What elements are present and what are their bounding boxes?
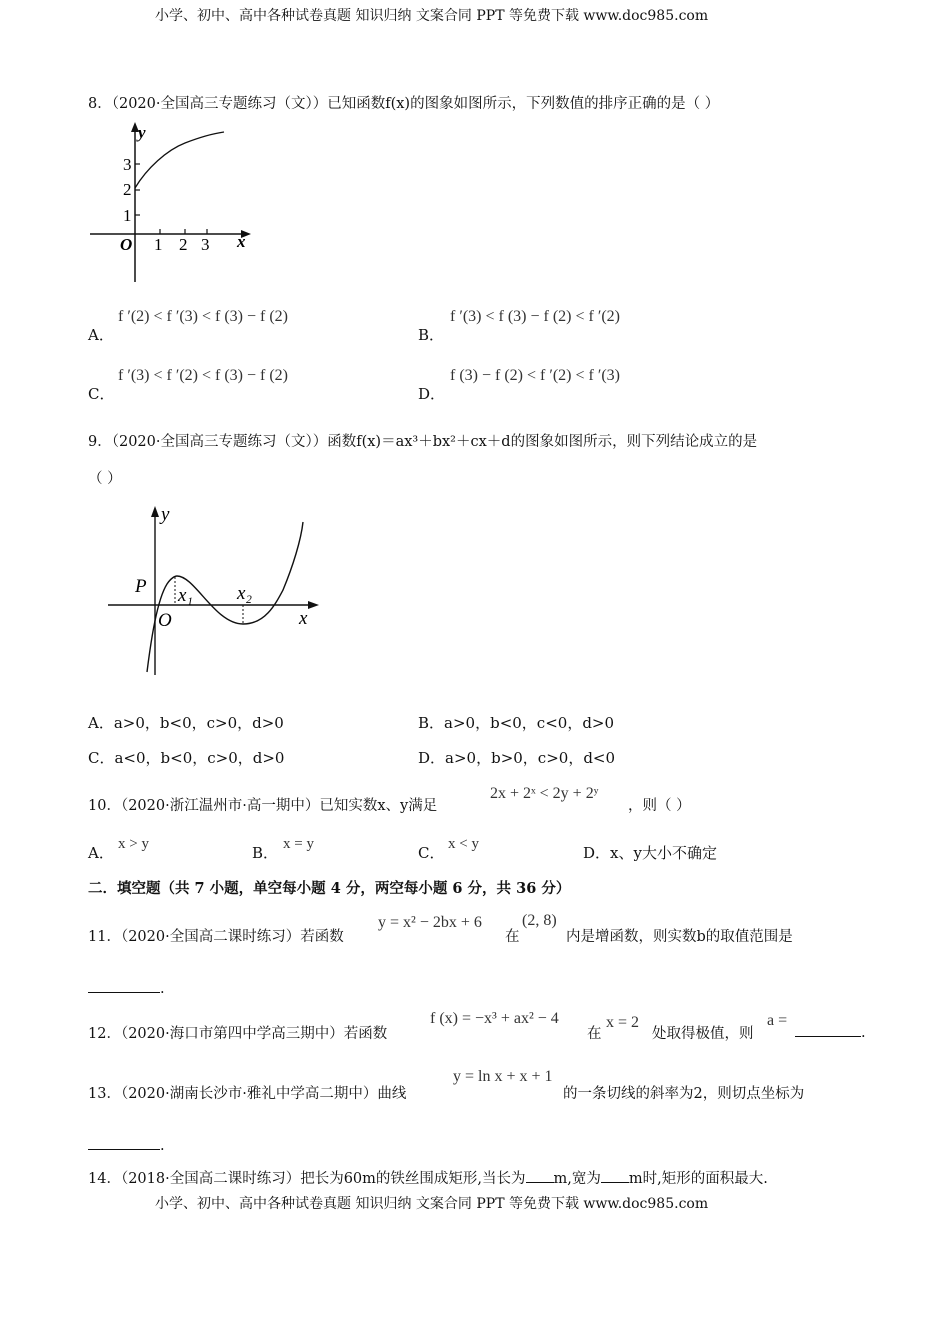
q9-x2-label: x₂	[237, 583, 253, 604]
q11-mid-text: 在	[505, 929, 520, 945]
q9-option-b: B．a>0，b<0，c<0，d>0	[418, 714, 615, 732]
question-12-text: 12．（2020·海口市第四中学高三期中）若函数	[88, 1026, 388, 1042]
question-10-paren: ，则（ ）	[628, 798, 691, 814]
q9-x-label: x	[299, 608, 308, 629]
question-9-graph	[105, 500, 325, 680]
question-10-text: 10．（2020·浙江温州市·高一期中）已知实数x、y满足	[88, 798, 438, 814]
q12-answer-blank: .	[795, 1022, 866, 1041]
q9-option-d: D．a>0，b>0，c>0，d<0	[418, 749, 616, 767]
q12-a-expr: a =	[767, 1012, 788, 1029]
section-2-title: 二．填空题（共 7 小题，单空每小题 4 分，两空每小题 6 分，共 36 分）	[88, 880, 571, 897]
q12-mid-text: 在	[587, 1026, 602, 1042]
q9-p-label: P	[135, 576, 147, 597]
q8-y-tick-1: 1	[123, 206, 132, 225]
q8-option-c-label: C．	[88, 385, 115, 403]
q12-after-text: 处取得极值，则	[652, 1026, 754, 1042]
q9-origin-label: O	[158, 610, 172, 631]
q11-after-text: 内是增函数，则实数b的取值范围是	[566, 929, 793, 945]
question-14-text: 14．（2018·全国高二课时练习）把长为60m的铁丝围成矩形,当长为 m,宽为 m时,矩形的面积最大.	[88, 1167, 768, 1188]
q8-y-tick-3: 3	[123, 155, 132, 174]
q8-option-a-label: A．	[88, 326, 114, 344]
q11-function-expr: y = x² − 2bx + 6	[378, 914, 482, 931]
q8-option-d-label: D．	[418, 385, 446, 403]
q8-x-tick-1: 1	[154, 235, 163, 254]
q8-option-a-expr: f ′(2) < f ′(3) < f (3) − f (2)	[118, 308, 289, 325]
question-13-text: 13．（2020·湖南长沙市·雅礼中学高二期中）曲线	[88, 1086, 407, 1102]
question-9-paren: （ ）	[88, 471, 122, 487]
q8-y-tick-2: 2	[123, 180, 132, 199]
q9-option-a: A．a>0，b<0，c>0，d>0	[88, 714, 284, 732]
q8-option-c-expr: f ′(3) < f ′(2) < f (3) − f (2)	[118, 367, 289, 384]
q12-function-expr: f (x) = −x³ + ax² − 4	[430, 1010, 559, 1027]
q11-interval-expr: (2, 8)	[522, 912, 557, 929]
q9-option-c: C．a<0，b<0，c>0，d>0	[88, 749, 285, 767]
q8-option-b-label: B．	[418, 326, 445, 344]
q8-origin-label: O	[120, 235, 133, 254]
q10-option-a-label: A．	[88, 844, 114, 862]
q10-option-c-label: C．	[418, 844, 445, 862]
q11-answer-blank: .	[88, 978, 165, 997]
page-footer: 小学、初中、高中各种试卷真题 知识归纳 文案合同 PPT 等免费下载 www.doc985.com	[155, 1196, 709, 1212]
q8-x-tick-3: 3	[201, 235, 210, 254]
q8-y-label: y	[138, 123, 146, 142]
q10-option-b-expr: x = y	[283, 836, 314, 852]
q8-function-curve	[135, 132, 224, 188]
q8-option-b-expr: f ′(3) < f (3) − f (2) < f ′(2)	[450, 308, 621, 325]
q12-point-expr: x = 2	[606, 1014, 640, 1031]
question-8-graph	[85, 118, 260, 288]
q10-option-a-expr: x > y	[118, 836, 149, 852]
q10-option-d: D．x、y大小不确定	[583, 844, 717, 862]
question-8-text: 8．（2020·全国高三专题练习（文））已知函数f(x)的图象如图所示，下列数值的排序正确的是（ ）	[88, 96, 720, 112]
page-header: 小学、初中、高中各种试卷真题 知识归纳 文案合同 PPT 等免费下载 www.doc985.com	[155, 8, 709, 24]
question-11-text: 11．（2020·全国高二课时练习）若函数	[88, 929, 344, 945]
q8-option-d-expr: f (3) − f (2) < f ′(2) < f ′(3)	[450, 367, 621, 384]
q9-x1-label: x₁	[178, 585, 194, 606]
q9-function-curve	[147, 522, 303, 672]
q9-y-label: y	[161, 504, 170, 525]
q13-after-text: 的一条切线的斜率为2，则切点坐标为	[563, 1086, 805, 1102]
q9-x-arrow-icon	[308, 601, 319, 609]
q10-option-c-expr: x < y	[448, 836, 479, 852]
q14-length-blank	[526, 1168, 554, 1183]
q14-width-blank	[601, 1168, 629, 1183]
q13-answer-blank: .	[88, 1135, 165, 1154]
question-9-text: 9．（2020·全国高三专题练习（文））函数f(x)＝ax³＋bx²＋cx＋d的图象如图所示，则下列结论成立的是	[88, 434, 758, 450]
q13-curve-expr: y = ln x + x + 1	[453, 1068, 553, 1085]
q9-y-arrow-icon	[151, 506, 159, 517]
q8-x-tick-2: 2	[179, 235, 188, 254]
q10-option-b-label: B．	[252, 844, 279, 862]
q8-x-label: x	[237, 232, 246, 251]
q10-inequality-expr: 2x + 2ˣ < 2y + 2ʸ	[490, 785, 599, 802]
